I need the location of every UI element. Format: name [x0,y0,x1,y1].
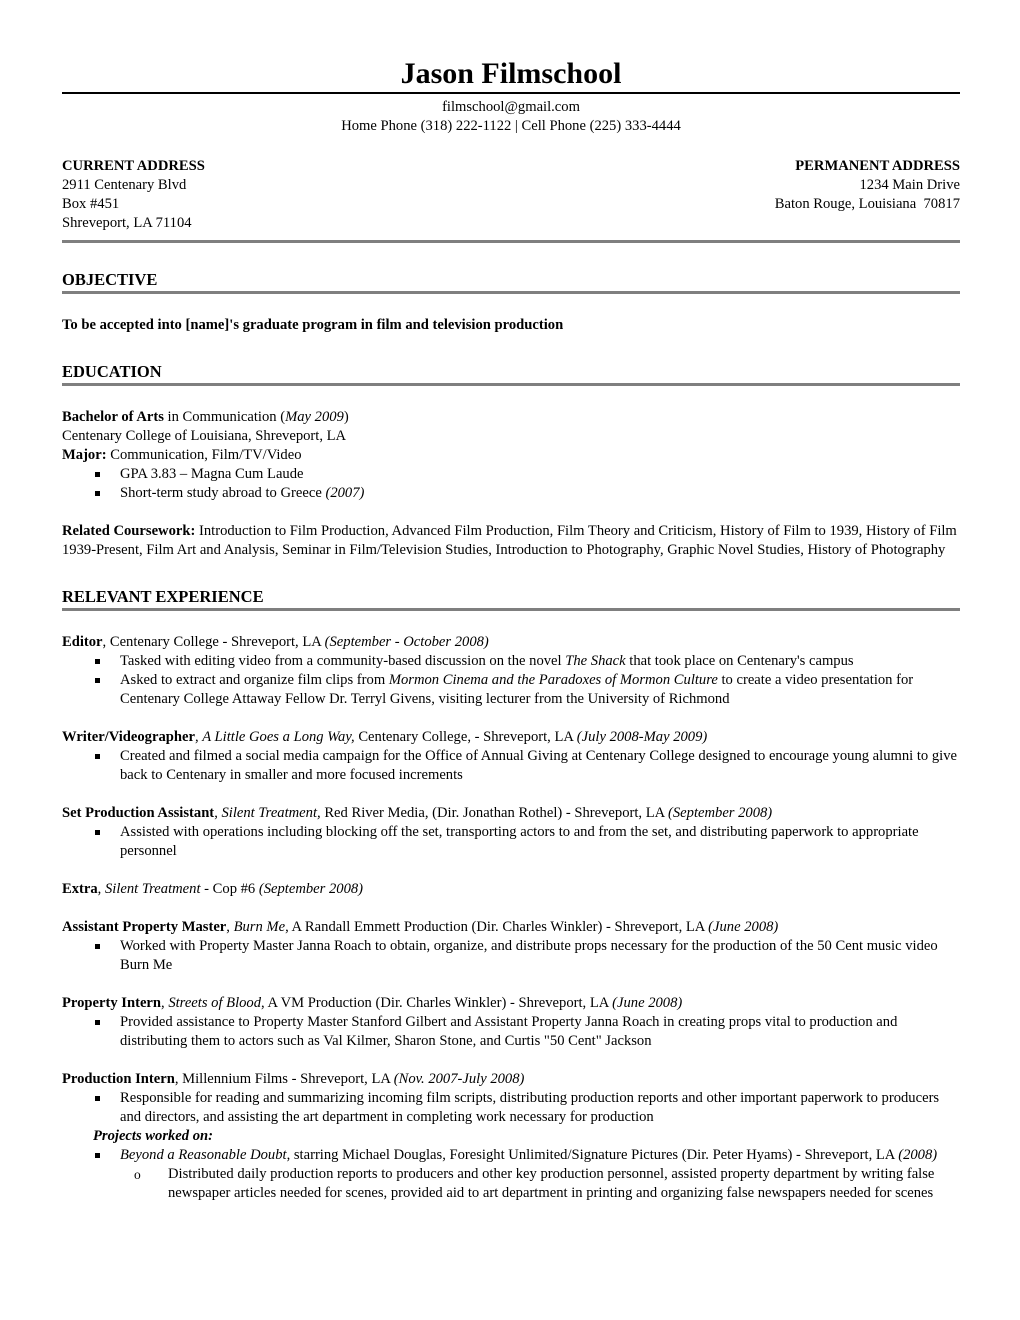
bullet-item [62,747,960,785]
paragraph [62,918,960,937]
bullet-text [120,652,960,671]
spacer [62,975,960,994]
text-run: , [161,995,169,1011]
text-run: Projects worked on: [93,1128,213,1144]
text-run: , [214,805,222,821]
current-address-line: Shreveport, LA 71104 [62,215,192,231]
text-run: The Shack [565,653,626,669]
text-run: Streets of Blood [168,995,262,1011]
permanent-address [775,157,960,233]
text-run: A Little Goes a Long Way, [202,729,355,745]
section-blocks [62,633,960,1203]
text-run: (June 2008) [708,919,779,935]
square-bullet-icon [95,472,100,477]
current-address-line: Box #451 [62,196,120,212]
section-heading: RELEVANT EXPERIENCE [62,587,264,606]
section-blocks [62,408,960,560]
bullet-text [120,1146,960,1165]
text-run: Distributed daily production reports to producers and other key production personnel, assisted property department by writing false newspaper articles needed for scenes, provided aid to art department in printing and organizing false newspapers needed for scenes [168,1166,935,1201]
text-run: Worked with Property Master Janna Roach to obtain, organize, and distribute props necessary for the production of the 50 Cent music video Burn Me [120,938,938,973]
text-run: Red River Media, (Dir. Jonathan Rothel) - Shreveport, LA [320,805,669,821]
paragraph [62,880,960,899]
text-run: GPA 3.83 – Magna Cum Laude [120,466,304,482]
resume-body [62,270,960,1203]
text-run: Assisted with operations including blocking off the set, transporting actors to and from the set, and distributing paperwork to appropriate personnel [120,824,919,859]
square-bullet-icon [95,1096,100,1101]
text-run: that took place on Centenary's campus [625,653,854,669]
square-bullet-icon [95,937,120,975]
text-run: , Millennium Films - Shreveport, LA [174,1071,394,1087]
email-text: filmschool@gmail.com [442,99,580,115]
address-block [62,157,960,233]
text-run: Assistant Property Master [62,919,227,935]
bullet-item [62,937,960,975]
section-blocks [62,316,960,335]
spacer [62,785,960,804]
text-run: Property Intern [62,995,162,1011]
text-run: , [97,881,105,897]
bullet-text [168,1165,960,1203]
section-divider [62,383,960,386]
text-run: May 2009 [285,409,344,425]
text-run: Introduction to Film Production, Advanced Film Production, Film Theory and Criticism, History of Film to 1939, History of Film 1939-Present, Film Art and Analysis, Seminar in Film/Television Studies, Introduction to Photography, Graphic Novel Studies, History of Photography [62,523,957,558]
circle-bullet-icon: o [134,1167,141,1182]
text-run: Mormon Cinema and the Paradoxes of Mormon Culture [388,672,718,688]
square-bullet-icon [95,1153,100,1158]
text-run: ) [343,409,349,425]
current-address-label: CURRENT ADDRESS [62,158,205,174]
paragraph [62,804,960,823]
text-run: Communication, Film/TV/Video [106,447,302,463]
bullet-item [62,671,960,709]
square-bullet-icon [95,465,120,484]
text-run: , [194,729,203,745]
bullet-text [120,465,960,484]
paragraph [62,1127,960,1146]
text-run: To be accepted into [name]'s graduate program in film and television production [62,317,564,333]
text-run: Writer/Videographer [62,729,195,745]
text-run: (2008) [898,1147,938,1163]
text-run: Provided assistance to Property Master Stanford Gilbert and Assistant Property Janna Roach in creating props vital to production and distributing them to actors such as Val Kilmer, Sharon Stone, and Curtis "50 Cent" Jackson [120,1014,898,1049]
square-bullet-icon [95,484,120,503]
current-address [62,157,205,233]
text-run: in Communication ( [163,409,286,425]
bullet-text [120,671,960,709]
section-heading: OBJECTIVE [62,270,158,289]
bullet-item [62,1146,960,1165]
section-heading: EDUCATION [62,362,162,381]
text-run: Related Coursework: [62,523,196,539]
permanent-address-label: PERMANENT ADDRESS [795,158,960,174]
text-run: Short-term study abroad to Greece [120,485,326,501]
text-run: (September - October 2008) [324,634,489,650]
spacer [62,709,960,728]
text-run: Centenary College of Louisiana, Shreveport, LA [62,428,347,444]
text-run: Major: [62,447,107,463]
square-bullet-icon [95,1013,120,1051]
bullet-text [120,484,960,503]
paragraph [62,633,960,652]
paragraph [62,427,960,446]
paragraph [62,408,960,427]
text-run: (September 2008) [668,805,773,821]
text-run: (Nov. 2007-July 2008) [393,1071,525,1087]
text-run: , [226,919,234,935]
paragraph [62,316,960,335]
bullet-text [120,747,960,785]
current-address-line: 2911 Centenary Blvd [62,177,187,193]
text-run: Asked to extract and organize film clips from [120,672,389,688]
paragraph [62,728,960,747]
square-bullet-icon [95,944,100,949]
text-run: Silent Treatment [104,881,201,897]
text-run: Centenary College, - Shreveport, LA [354,729,577,745]
permanent-address-line: Baton Rouge, Louisiana 70817 [774,196,960,212]
square-bullet-icon [95,747,120,785]
text-run: , A Randall Emmett Production (Dir. Charles Winkler) - Shreveport, LA [285,919,709,935]
phone-text: Home Phone (318) 222-1122 | Cell Phone (225) 333-4444 [341,118,681,134]
bullet-text [120,1089,960,1127]
spacer [62,861,960,880]
text-run: , A VM Production (Dir. Charles Winkler) - Shreveport, LA [261,995,613,1011]
text-run: to create a video presentation for Centenary College Attaway Fellow Dr. Terryl Givens, visiting lecturer from the University of Richmond [120,672,914,707]
square-bullet-icon [95,1089,120,1127]
text-run: - Cop #6 [200,881,259,897]
text-run: Silent Treatment, [221,805,321,821]
address-divider [62,240,960,243]
text-run: Editor [62,634,103,650]
paragraph [62,446,960,465]
bullet-item [62,823,960,861]
header-divider [62,92,960,94]
square-bullet-icon [95,1020,100,1025]
paragraph [62,994,960,1013]
spacer [62,899,960,918]
paragraph [62,522,960,560]
sub-bullet-item [62,1165,960,1203]
resume-header [62,57,960,136]
bullet-item [62,1089,960,1127]
square-bullet-icon [95,823,120,861]
text-run: (September 2008) [258,881,364,897]
text-run: Production Intern [62,1071,175,1087]
square-bullet-icon [95,678,100,683]
bullet-text [120,823,960,861]
bullet-text [120,1013,960,1051]
text-run: Extra [62,881,98,897]
square-bullet-icon [95,754,100,759]
text-run: , Centenary College - Shreveport, LA [102,634,325,650]
bullet-item [62,1013,960,1051]
person-name: Jason Filmschool [400,57,622,90]
paragraph [62,1070,960,1089]
text-run: Set Production Assistant [62,805,215,821]
bullet-text [120,937,960,975]
text-run: (2007) [325,485,365,501]
text-run: Tasked with editing video from a community-based discussion on the novel [120,653,566,669]
square-bullet-icon [95,671,120,709]
spacer [62,503,960,522]
square-bullet-icon [95,1146,120,1165]
bullet-item [62,465,960,484]
square-bullet-icon [95,652,120,671]
section-divider [62,608,960,611]
resume-section [62,362,960,560]
permanent-address-line: 1234 Main Drive [859,177,960,193]
text-run: Created and filmed a social media campaign for the Office of Annual Giving at Centenary College designed to encourage young alumni to give back to Centenary in smaller and more focused increments [120,748,957,783]
bullet-item [62,652,960,671]
bullet-item [62,484,960,503]
resume-section [62,587,960,1203]
resume-section [62,270,960,335]
text-run: Burn Me [233,919,286,935]
text-run: Responsible for reading and summarizing incoming film scripts, distributing production reports and other important paperwork to producers and directors, and assisting the art department in completing work necessary for production [120,1090,940,1125]
text-run: (June 2008) [612,995,683,1011]
square-bullet-icon [95,659,100,664]
text-run: (July 2008-May 2009) [576,729,708,745]
square-bullet-icon [95,830,100,835]
text-run: , starring Michael Douglas, Foresight Unlimited/Signature Pictures (Dir. Peter Hyams) - Shreveport, LA [286,1147,899,1163]
section-divider [62,291,960,294]
text-run: Bachelor of Arts [62,409,164,425]
square-bullet-icon [95,491,100,496]
text-run: Beyond a Reasonable Doubt [120,1147,287,1163]
spacer [62,1051,960,1070]
